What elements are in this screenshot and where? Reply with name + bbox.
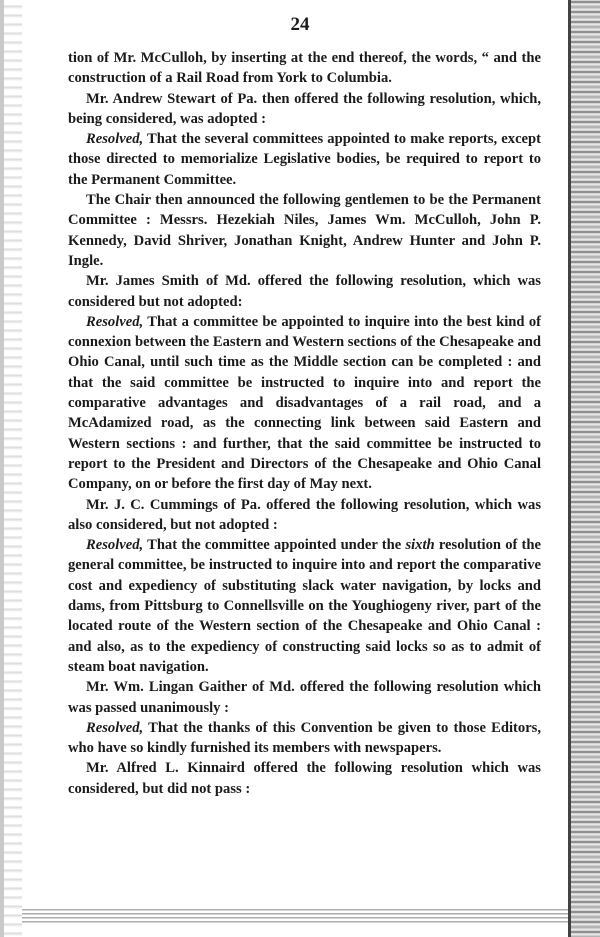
paragraph — [68, 48, 541, 89]
paragraph — [68, 535, 541, 677]
italic-run: sixth — [405, 537, 435, 554]
text-run: That the committee appointed under the — [143, 537, 406, 554]
paragraph — [68, 190, 541, 271]
scan-binding-right — [568, 0, 600, 937]
page-body — [68, 48, 541, 799]
italic-run: Resolved, — [86, 719, 144, 736]
italic-run: Resolved, — [86, 131, 144, 148]
scan-bottom-edge — [22, 909, 568, 923]
paragraph — [68, 677, 541, 718]
italic-run: Resolved, — [86, 537, 144, 554]
text-run: Mr. J. C. Cummings of Pa. offered the following resolution, which was also considered, but not adopted : — [68, 496, 541, 533]
paragraph — [68, 89, 541, 130]
text-run: tion of Mr. McCulloh, by inserting at the end thereof, the words, “ and the construction of a Rail Road from York to Columbia. — [68, 50, 541, 87]
text-run: That the thanks of this Convention be given to those Editors, who have so kindly furnished its members with newspapers. — [68, 719, 541, 757]
paragraph — [68, 495, 541, 536]
scan-binding-left — [0, 0, 22, 937]
italic-run: Resolved, — [86, 313, 144, 330]
paragraph — [68, 129, 541, 190]
page-number: 24 — [290, 14, 310, 35]
paragraph — [68, 312, 541, 495]
text-run: Mr. Wm. Lingan Gaither of Md. offered the following resolution which was passed unanimously : — [68, 679, 541, 716]
paragraph — [68, 271, 541, 312]
text-run: That a committee be appointed to inquire into the best kind of connexion between the Eastern and Western sections of the Chesapeake and Ohio Canal, until such time as the Middle section can be completed : and that the said committee be instructed to inquire into and report the comparative advantages and disadvantages of a rail road, and a McAdamized road, as the connecting link between said Eastern and Western sections : and further, that the said committee be instructed to report to the President and Directors of the Chesapeake and Ohio Canal Company, on or before the first day of May next. — [68, 313, 541, 493]
text-run: Mr. Alfred L. Kinnaird offered the following resolution which was considered, but did not pass : — [68, 760, 541, 797]
text-run: resolution of the general committee, be instructed to inquire into and report the comparative cost and expediency of substituting slack water navigation, by locks and dams, from Pittsburg to Connellsville on the Youghiogeny river, part of the located route of the Western section of the Chesapeake and Ohio Canal : and also, as to the expediency of constructing said locks so as to admit of steam boat navigation. — [68, 537, 541, 675]
text-run: That the several committees appointed to make reports, except those directed to memorialize Legislative bodies, be required to report to the Permanent Committee. — [68, 131, 541, 188]
text-run: Mr. Andrew Stewart of Pa. then offered the following resolution, which, being considered, was adopted : — [68, 90, 541, 127]
text-run: The Chair then announced the following gentlemen to be the Permanent Committee : Messrs. Hezekiah Niles, James Wm. McCulloh, John P. Kennedy, David Shriver, Jonathan Knight, Andrew Hunter and John P. Ingle. — [68, 192, 541, 269]
text-run: Mr. James Smith of Md. offered the following resolution, which was considered but not adopted: — [68, 273, 541, 310]
paragraph — [68, 758, 541, 799]
paragraph — [68, 718, 541, 759]
